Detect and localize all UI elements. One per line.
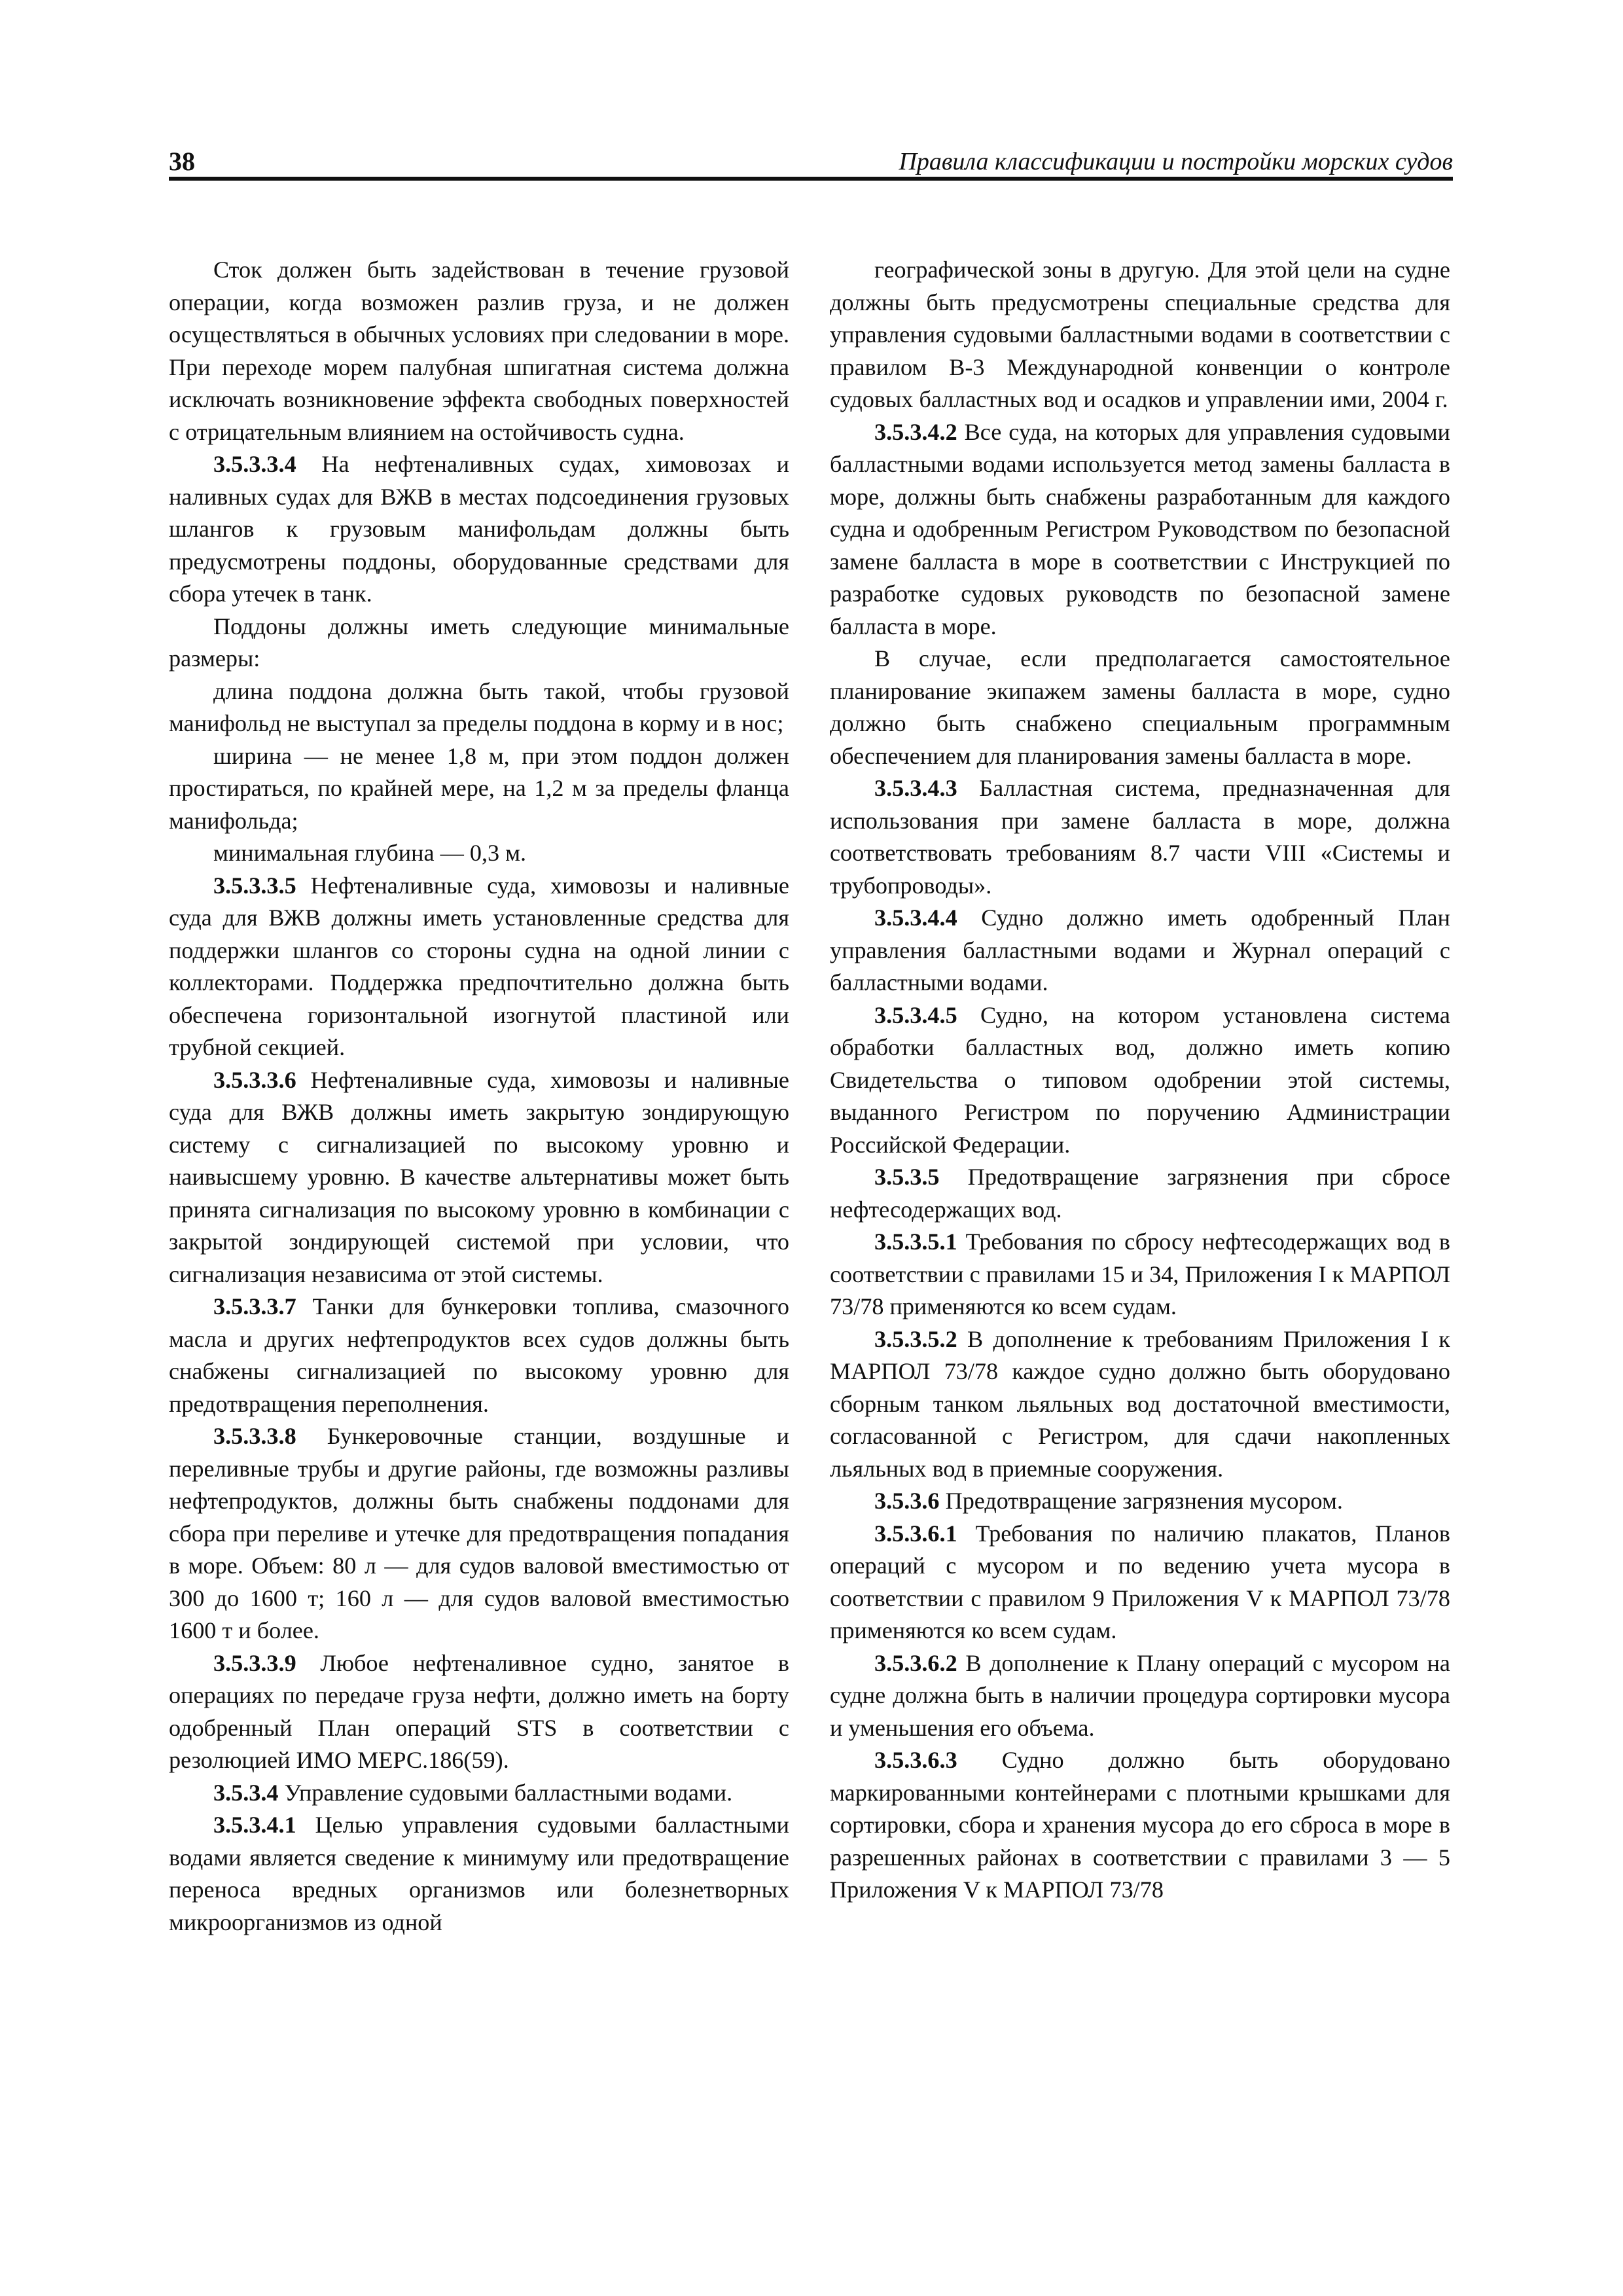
- paragraph-text: Любое нефтеналивное судно, занятое в операциях по передаче груза нефти, должно иметь на борту одобренный План операций STS в соответствии с резолюцией ИМО МЕРС.186(59).: [169, 1649, 789, 1773]
- paragraph: [169, 837, 789, 870]
- paragraph: [830, 902, 1450, 999]
- clause-number: 3.5.3.6.2: [874, 1649, 957, 1676]
- header-rule: [169, 177, 1453, 181]
- paragraph-text: Управление судовыми балластными водами.: [278, 1779, 733, 1806]
- paragraph-text: Судно должно быть оборудовано маркированными контейнерами с плотными крышками для сортировки, сбора и хранения мусора до его сброса в море в разрешенных районах в соответствии с правилами 3 — 5 Приложения V к МАРПОЛ 73/78: [830, 1747, 1450, 1903]
- paragraph: [169, 740, 789, 838]
- paragraph-text: Поддоны должны иметь следующие минимальные размеры:: [169, 613, 789, 672]
- clause-number: 3.5.3.5: [874, 1164, 940, 1190]
- right-column: [830, 254, 1450, 1907]
- paragraph-text: Судно должно иметь одобренный План управления балластными водами и Журнал операций с балластными водами.: [830, 905, 1450, 996]
- clause-number: 3.5.3.3.5: [213, 872, 296, 899]
- paragraph: [169, 1777, 789, 1810]
- running-title: Правила классификации и постройки морских судов: [899, 148, 1453, 175]
- paragraph: [830, 1161, 1450, 1226]
- clause-number: 3.5.3.4.4: [874, 905, 957, 931]
- page-number: 38: [169, 147, 195, 176]
- paragraph-text: Судно, на котором установлена система обработки балластных вод, должно иметь копию Свидетельства о типовом одобрении этой системы, выданного Регистром по поручению Администрации Российской Федерации.: [830, 1001, 1450, 1158]
- paragraph: [830, 1744, 1450, 1907]
- paragraph-text: Предотвращение загрязнения при сбросе нефтесодержащих вод.: [830, 1164, 1450, 1223]
- clause-number: 3.5.3.4.5: [874, 1001, 957, 1028]
- clause-number: 3.5.3.5.1: [874, 1229, 957, 1255]
- paragraph: [830, 1647, 1450, 1745]
- clause-number: 3.5.3.6.3: [874, 1747, 957, 1773]
- paragraph-text: ширина — не менее 1,8 м, при этом поддон должен простираться, по крайней мере, на 1,2 м за пределы фланца манифольда;: [169, 742, 789, 834]
- clause-number: 3.5.3.3.9: [213, 1649, 296, 1676]
- paragraph: [830, 416, 1450, 643]
- paragraph: [169, 870, 789, 1064]
- paragraph-text: Танки для бункеровки топлива, смазочного масла и других нефтепродуктов всех судов должны быть снабжены сигнализацией по высокому уровню для предотвращения переполнения.: [169, 1293, 789, 1417]
- clause-number: 3.5.3.3.8: [213, 1423, 296, 1449]
- paragraph-text: В дополнение к требованиям Приложения I к МАРПОЛ 73/78 каждое судно должно быть оборудовано сборным танком льяльных вод достаточной вместимости, согласованной с Регистром, для сдачи накопленных льяльных вод в приемные сооружения.: [830, 1325, 1450, 1482]
- paragraph: [169, 611, 789, 675]
- paragraph: [830, 1323, 1450, 1486]
- clause-number: 3.5.3.4.2: [874, 418, 957, 445]
- paragraph-text: Бункеровочные станции, воздушные и переливные трубы и другие районы, где возможны разливы нефтепродуктов, должны быть снабжены поддонами для сбора при переливе и утечке для предотвращения попадания в море. Объем: 80 л — для судов валовой вместимостью от 300 до 1600 т; 160 л — для судов валовой вместимостью 1600 т и более.: [169, 1423, 789, 1643]
- paragraph: [830, 254, 1450, 416]
- clause-number: 3.5.3.3.4: [213, 451, 296, 477]
- paragraph-text: Предотвращение загрязнения мусором.: [939, 1488, 1343, 1514]
- paragraph-text: Целью управления судовыми балластными водами является сведение к минимуму или предотвращение переноса вредных организмов или болезнетворных микроорганизмов из одной: [169, 1812, 789, 1935]
- clause-number: 3.5.3.3.6: [213, 1066, 296, 1093]
- paragraph-text: Балластная система, предназначенная для использования при замене балласта в море, должна соответствовать требованиям 8.7 части VIII «Системы и трубопроводы».: [830, 775, 1450, 899]
- paragraph: [169, 254, 789, 448]
- paragraph-text: Все суда, на которых для управления судовыми балластными водами используется метод замены балласта в море, должны быть снабжены разработанным для каждого судна и одобренным Регистром Руководством по безопасной замене балласта в море в соответствии с Инструкцией по разработке судовых руководств по безопасной замене балласта в море.: [830, 418, 1450, 639]
- paragraph: [830, 1226, 1450, 1323]
- paragraph: [169, 1420, 789, 1647]
- left-column: [169, 254, 789, 1939]
- clause-number: 3.5.3.3.7: [213, 1293, 296, 1319]
- paragraph-text: Требования по сбросу нефтесодержащих вод в соответствии с правилами 15 и 34, Приложения I к МАРПОЛ 73/78 применяются ко всем судам.: [830, 1229, 1450, 1319]
- paragraph: [830, 1518, 1450, 1647]
- paragraph: [169, 1291, 789, 1420]
- paragraph-text: В дополнение к Плану операций с мусором на судне должна быть в наличии процедура сортировки мусора и уменьшения его объема.: [830, 1649, 1450, 1741]
- clause-number: 3.5.3.6.1: [874, 1520, 957, 1547]
- paragraph: [169, 448, 789, 611]
- clause-number: 3.5.3.4.3: [874, 775, 957, 801]
- paragraph: [169, 675, 789, 740]
- clause-number: 3.5.3.6: [874, 1488, 940, 1514]
- paragraph: [830, 772, 1450, 902]
- paragraph-text: географической зоны в другую. Для этой цели на судне должны быть предусмотрены специальные средства для управления судовыми балластными водами в соответствии с правилом В-3 Международной конвенции о контроле судовых балластных вод и осадков и управлении ими, 2004 г.: [830, 257, 1450, 412]
- paragraph: [169, 1647, 789, 1777]
- paragraph-text: На нефтеналивных судах, химовозах и наливных судах для ВЖВ в местах подсоединения грузовых шлангов к грузовым манифольдам должны быть предусмотрены поддоны, оборудованные средствами для сбора утечек в танк.: [169, 451, 789, 607]
- clause-number: 3.5.3.5.2: [874, 1325, 957, 1352]
- paragraph-text: минимальная глубина — 0,3 м.: [213, 840, 527, 866]
- paragraph-text: Нефтеналивные суда, химовозы и наливные суда для ВЖВ должны иметь установленные средства для поддержки шлангов со стороны судна на одной линии с коллекторами. Поддержка предпочтительно должна быть обеспечена горизонтальной изогнутой пластиной или трубной секцией.: [169, 872, 789, 1060]
- paragraph: [169, 1064, 789, 1291]
- paragraph: [830, 1485, 1450, 1518]
- paragraph-text: Сток должен быть задействован в течение грузовой операции, когда возможен разлив груза, и не должен осуществляться в обычных условиях при следовании в море. При переходе морем палубная шпигатная система должна исключать возникновение эффекта свободных поверхностей с отрицательным влиянием на остойчивость судна.: [169, 257, 789, 445]
- clause-number: 3.5.3.4.1: [213, 1812, 296, 1838]
- paragraph: [169, 1809, 789, 1939]
- paragraph-text: Нефтеналивные суда, химовозы и наливные суда для ВЖВ должны иметь закрытую зондирующую систему с сигнализацией по высокому уровню и наивысшему уровню. В качестве альтернативы может быть принята сигнализация по высокому уровню в комбинации с закрытой зондирующей системой при условии, что сигнализация независима от этой системы.: [169, 1066, 789, 1287]
- paragraph-text: В случае, если предполагается самостоятельное планирование экипажем замены балласта в море, судно должно быть снабжено специальным программным обеспечением для планирования замены балласта в море.: [830, 645, 1450, 769]
- paragraph: [830, 999, 1450, 1162]
- paragraph-text: длина поддона должна быть такой, чтобы грузовой манифольд не выступал за пределы поддона в корму и в нос;: [169, 677, 789, 736]
- paragraph: [830, 643, 1450, 772]
- paragraph-text: Требования по наличию плакатов, Планов операций с мусором и по ведению учета мусора в соответствии с правилом 9 Приложения V к МАРПОЛ 73/78 применяются ко всем судам.: [830, 1520, 1450, 1643]
- clause-number: 3.5.3.4: [213, 1779, 279, 1806]
